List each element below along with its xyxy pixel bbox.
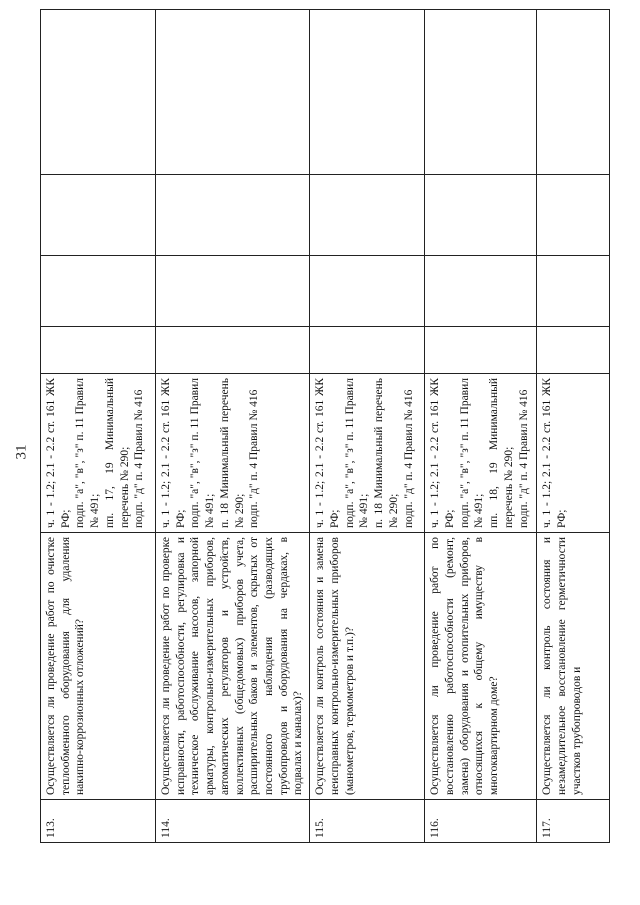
legal-reference-line: пп. 17, 19 Минимальный перечень № 290; bbox=[103, 378, 131, 528]
empty-cell bbox=[310, 256, 425, 327]
legal-reference-line: подп. "д" п. 4 Правил № 416 bbox=[133, 389, 146, 528]
legal-reference-line: пп. 18, 19 Минимальный перечень № 290; bbox=[488, 378, 515, 528]
empty-cell bbox=[425, 175, 537, 256]
empty-cell bbox=[310, 327, 425, 374]
row-question: Осуществляется ли контроль состояния и незамедлительное восстановление герметичности участков трубопроводов и bbox=[537, 533, 610, 800]
legal-reference-line: подп. "а", "в", "з" п. 11 Правил № 491; bbox=[458, 378, 486, 528]
table-row bbox=[156, 10, 310, 843]
table-row bbox=[310, 10, 425, 843]
row-number: 113. bbox=[41, 800, 156, 843]
empty-cell bbox=[156, 256, 310, 327]
empty-cell bbox=[41, 256, 156, 327]
legal-reference-line: подп. "а", "в", "з" п. 11 Правил № 491; bbox=[74, 378, 102, 528]
row-number: 115. bbox=[310, 800, 425, 843]
checklist-table bbox=[40, 9, 610, 843]
legal-reference-line: ч. 1 - 1.2; 2.1 - 2.2 ст. 161 ЖК РФ; bbox=[429, 378, 456, 528]
empty-cell bbox=[425, 327, 537, 374]
empty-cell bbox=[537, 327, 610, 374]
table-row bbox=[537, 10, 610, 843]
row-number: 114. bbox=[156, 800, 310, 843]
empty-cell bbox=[310, 175, 425, 256]
empty-cell bbox=[41, 175, 156, 256]
legal-reference-line: п. 18 Минимальный перечень № 290; bbox=[373, 378, 400, 528]
empty-cell bbox=[41, 10, 156, 175]
empty-cell bbox=[537, 175, 610, 256]
empty-cell bbox=[425, 256, 537, 327]
legal-reference-line: подп. "а", "в", "з" п. 11 Правил № 491; bbox=[343, 378, 371, 528]
empty-cell bbox=[156, 175, 310, 256]
legal-reference-line: подп. "а", "в", "з" п. 11 Правил № 491; bbox=[189, 378, 217, 528]
legal-reference-line: подп. "д" п. 4 Правил № 416 bbox=[517, 389, 530, 528]
empty-cell bbox=[537, 256, 610, 327]
rotated-table-wrapper bbox=[40, 73, 600, 843]
row-legal-reference bbox=[425, 374, 537, 533]
empty-cell bbox=[537, 10, 610, 175]
legal-reference-line: ч. 1 - 1.2; 2.1 - 2.2 ст. 161 ЖК РФ; bbox=[45, 378, 72, 528]
row-number: 116. bbox=[425, 800, 537, 843]
table-row bbox=[425, 10, 537, 843]
table-row bbox=[41, 10, 156, 843]
empty-cell bbox=[425, 10, 537, 175]
legal-reference-line: п. 18 Минимальный перечень № 290; bbox=[218, 378, 246, 528]
legal-reference-line: подп. "д" п. 4 Правил № 416 bbox=[402, 389, 415, 528]
empty-cell bbox=[41, 327, 156, 374]
row-question: Осуществляется ли проведение работ по проверке исправности, работоспособности, регулировка и техническое обслуживание насосов, запорной арматуры, контрольно-измерительных приборов, автоматических регуляторов и устройств, коллективных (общедомовых) приборов учета, расширительных баков и элементов, скрытых от постоянного наблюдения (разводящих трубопроводов и оборудования на чердаках, в подвалах и каналах)? bbox=[156, 533, 310, 800]
row-question: Осуществляется ли проведение работ по восстановлению работоспособности (ремонт, замена) оборудования и отопительных приборов, относящихся к общему имуществу в многоквартирном доме? bbox=[425, 533, 537, 800]
legal-reference-line: ч. 1 - 1.2; 2.1 - 2.2 ст. 161 ЖК РФ; bbox=[541, 378, 568, 528]
empty-cell bbox=[310, 10, 425, 175]
row-legal-reference bbox=[156, 374, 310, 533]
legal-reference-line: подп. "д" п. 4 Правил № 416 bbox=[248, 389, 261, 528]
empty-cell bbox=[156, 10, 310, 175]
row-legal-reference bbox=[310, 374, 425, 533]
row-question: Осуществляется ли проведение работ по очистке теплообменного оборудования для удаления накипно-коррозионных отложений? bbox=[41, 533, 156, 800]
empty-cell bbox=[156, 327, 310, 374]
legal-reference-line: ч. 1 - 1.2; 2.1 - 2.2 ст. 161 ЖК РФ; bbox=[314, 378, 341, 528]
legal-reference-line: ч. 1 - 1.2; 2.1 - 2.2 ст. 161 ЖК РФ; bbox=[160, 378, 187, 528]
row-legal-reference bbox=[41, 374, 156, 533]
row-number: 117. bbox=[537, 800, 610, 843]
row-question: Осуществляется ли контроль состояния и замена неисправных контрольно-измерительных приборов (манометров, термометров и т.п.)? bbox=[310, 533, 425, 800]
row-legal-reference bbox=[537, 374, 610, 533]
page-number: 31 bbox=[13, 444, 30, 460]
